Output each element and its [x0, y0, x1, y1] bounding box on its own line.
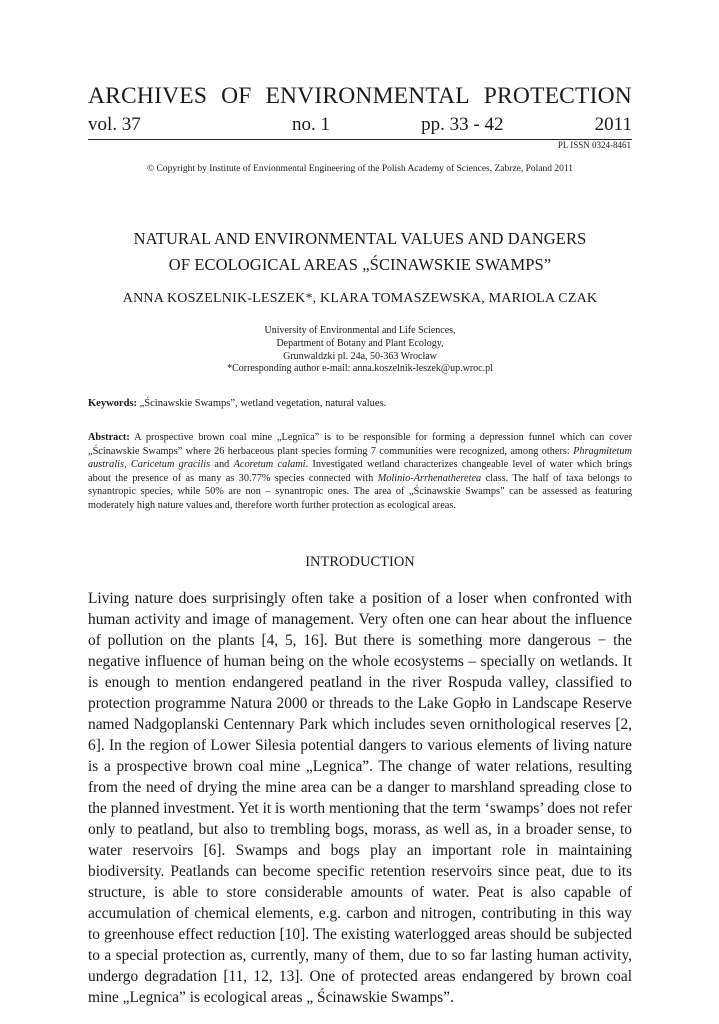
issue-number: no. 1	[291, 114, 330, 135]
keywords-text: „Ścinawskie Swamps”, wetland vegetation, natural values.	[137, 398, 387, 409]
abstract-text: class. The half of taxa belongs to synantropic species, while 50% are non – synantropic ones. The area of „Ścinawskie Swamps” can be assessed as featuring moderately high nature values and, therefore worth further protection as ecological areas.	[88, 472, 632, 511]
authors: ANNA KOSZELNIK-LESZEK*, KLARA TOMASZEWSKA, MARIOLA CZAK	[122, 291, 598, 306]
abstract-text: and	[210, 459, 234, 471]
keywords-label: Keywords:	[88, 398, 137, 409]
abstract	[88, 431, 632, 513]
abstract-class-italic: Molinio-Arrhenatheretea	[377, 472, 482, 484]
page-range: pp. 33 - 42	[421, 114, 504, 135]
year: 2011	[594, 114, 632, 135]
journal-name-word: ENVIRONMENTAL	[265, 83, 470, 109]
abstract-text: . Investigated wetland characterizes changeable level of water which brings about the presence of as many as 30.77% species connected with	[88, 459, 632, 484]
journal-name	[88, 83, 632, 109]
section-heading-introduction: INTRODUCTION	[305, 554, 415, 570]
affiliation	[88, 325, 632, 376]
affiliation-line: Grunwaldzki pl. 24a, 50-363 Wrocław	[283, 350, 437, 362]
affiliation-line: University of Environmental and Life Sciences,	[264, 325, 456, 336]
introduction-paragraph: Living nature does surprisingly often take a position of a loser when confronted with human activity and image of management. Very often one can hear about the influence of pollution on the plants [4, 5, 16]. But there is something more dangerous − the negative influence of human being on the whole ecosystems – specially on wetlands. It is enough to mention endangered peatland in the river Rospuda valley, classified to protection programme Natura 2000 or threads to the Lake Gopło in Landscape Reserve named Nadgoplanski Centennary Park which includes seven ornithological reserves [2, 6]. In the region of Lower Silesia potential dangers to various elements of living nature is a prospective brown coal mine „Legnica”. The change of water relations, resulting from the need of drying the mine area can be a danger to marshland spreading close to the planned investment. Yet it is worth mentioning that the term ‘swamps’ does not refer only to peatland, but also to trembling bogs, morass, as well as, in a broader sense, to water reservoirs [6]. Swamps and bogs play an important role in maintaining biodiversity. Peatlands can become specific retention reservoirs since peat, due to its structure, is able to store considerable amounts of water. Peat is also capable of accumulation of chemical elements, e.g. carbon and nitrogen, contributing in this way to greenhouse effect reduction [10]. The existing waterlogged areas should be subjected to a special protection as, currently, many of them, due to so far lasting human activity, undergo degradation [11, 12, 13]. One of protected areas endangered by brown coal mine „Legnica” is ecological areas „ Ścinawskie Swamps”.	[88, 590, 632, 1006]
abstract-species-italic: Acoretum calami	[233, 459, 306, 471]
keywords	[88, 397, 632, 410]
article-title-line: NATURAL AND ENVIRONMENTAL VALUES AND DANGERS	[133, 229, 587, 248]
article-title-line: OF ECOLOGICAL AREAS „ŚCINAWSKIE SWAMPS”	[168, 255, 552, 274]
copyright-notice: © Copyright by Institute of Envionmental Engineering of the Polish Academy of Sciences, Zabrze, Poland 2011	[146, 164, 574, 174]
affiliation-line: Department of Botany and Plant Ecology,	[276, 337, 444, 349]
abstract-text: A prospective brown coal mine „Legnica” is to be responsible for forming a depression funnel which can cover „Ścinawskie Swamps” where 26 herbaceous plant species forming 7 communities were recognized, among others:	[88, 432, 632, 457]
journal-name-word: ARCHIVES	[88, 83, 208, 109]
issn: PL ISSN 0324-8461	[557, 140, 631, 150]
abstract-label: Abstract:	[88, 432, 130, 443]
volume: vol. 37	[88, 114, 141, 135]
issue-info-row	[88, 114, 632, 140]
journal-name-word: PROTECTION	[483, 83, 632, 109]
abstract-species-italic: Phragmitetum australis, Caricetum gracilis	[88, 445, 632, 471]
journal-name-word: OF	[221, 83, 252, 109]
corresponding-author: *Corresponding author e-mail: anna.koszelnik-leszek@up.wroc.pl	[227, 363, 493, 375]
article-title	[88, 226, 632, 278]
